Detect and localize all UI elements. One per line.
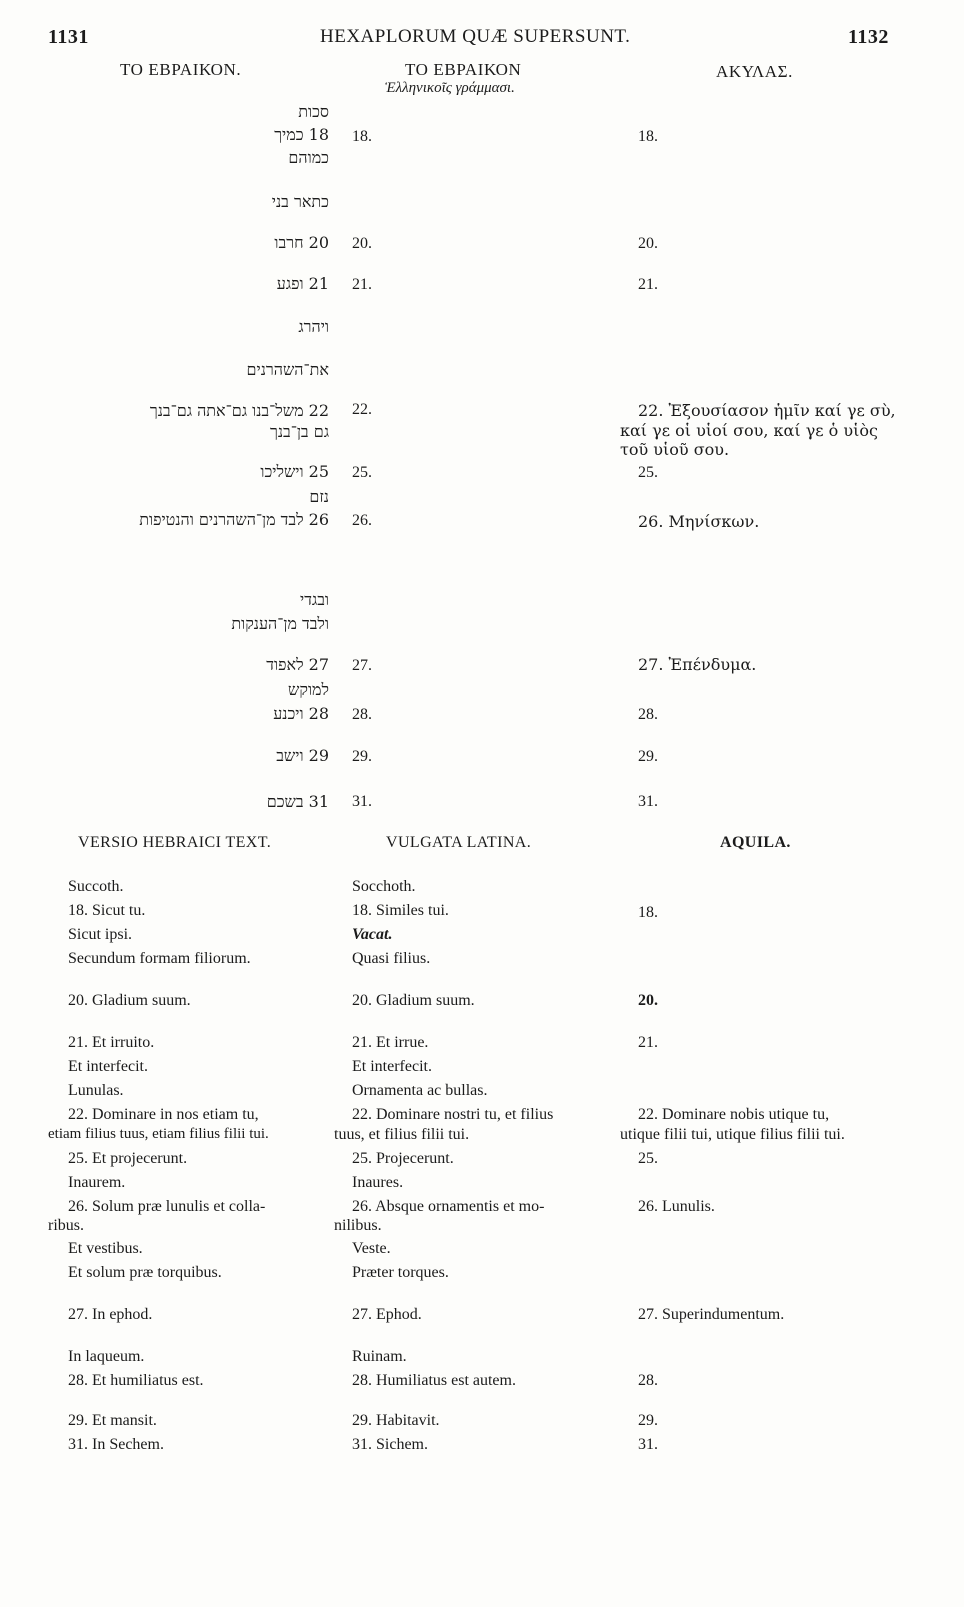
versio-line: 29. Et mansit. — [68, 1412, 157, 1429]
aquila-latin-line: 25. — [638, 1150, 658, 1167]
versio-line: Lunulas. — [68, 1082, 124, 1099]
aquila-verse: 25. — [638, 464, 658, 481]
aquila-verse: 20. — [638, 235, 658, 252]
aquila-latin-line: 21. — [638, 1034, 658, 1051]
hebrew-line: 29 וישב — [276, 746, 329, 765]
vulgata-line: tuus, et filius filii tui. — [334, 1126, 470, 1143]
vulgata-line: 31. Sichem. — [352, 1436, 428, 1453]
versio-line: 18. Sicut tu. — [68, 902, 146, 919]
hebrew-line: נזם — [309, 487, 329, 506]
aquila-verse-text: 22. Ἐξουσίασον ἡμῖν καί γε σὺ, — [638, 401, 896, 420]
vulgata-line: 18. Similes tui. — [352, 902, 449, 919]
aquila-verse-text: 26. Μηνίσκων. — [638, 512, 760, 531]
aquila-verse: 18. — [638, 128, 658, 145]
vulgata-line: Quasi filius. — [352, 950, 431, 967]
hebrew-line: 25 וישליכו — [260, 462, 329, 481]
hebrew-line: 26 לבד מן־השהרנים והנטיפות — [139, 510, 329, 529]
vulgata-line: 29. Habitavit. — [352, 1412, 440, 1429]
versio-line: 26. Solum præ lunulis et colla- — [68, 1198, 266, 1215]
page-number-right: 1132 — [848, 26, 889, 48]
versio-line: Et vestibus. — [68, 1240, 143, 1257]
column-head-aquila-latin: AQUILA. — [720, 834, 791, 851]
vulgata-line: Inaures. — [352, 1174, 404, 1191]
aquila-latin-line: utique filii tui, utique filius filii tui. — [620, 1126, 845, 1143]
versio-line: etiam filius tuus, etiam filius filii tui. — [48, 1126, 269, 1142]
vulgata-line: 27. Ephod. — [352, 1306, 422, 1323]
hebrew-line: כתאר בני — [271, 192, 329, 211]
aquila-latin-line: 18. — [638, 904, 658, 921]
versio-line: ribus. — [48, 1217, 84, 1234]
aquila-latin-line: 26. Lunulis. — [638, 1198, 715, 1215]
versio-line: 21. Et irruito. — [68, 1034, 155, 1051]
column-head-hebrew: ΤΟ ΕΒΡΑΙΚΟΝ. — [120, 60, 242, 79]
vulgata-line: Ruinam. — [352, 1348, 407, 1365]
running-title: HEXAPLORUM QUÆ SUPERSUNT. — [320, 26, 631, 47]
versio-line: 20. Gladium suum. — [68, 992, 191, 1009]
vulgata-line: nilibus. — [334, 1217, 382, 1234]
hebrew-line: 31 בשכם — [266, 792, 329, 811]
versio-line: Et interfecit. — [68, 1058, 148, 1075]
hebrew-line: ובגדי — [300, 590, 329, 609]
verse-number: 18. — [352, 128, 372, 145]
column-head-aquila-greek: ΑΚΥΛΑΣ. — [716, 62, 793, 81]
verse-number: 31. — [352, 793, 372, 810]
hebrew-line: ולבד מן־הענקות — [231, 614, 329, 633]
versio-line: Secundum formam filiorum. — [68, 950, 251, 967]
aquila-latin-line: 28. — [638, 1372, 658, 1389]
aquila-verse-text: τοῦ υἱοῦ σου. — [620, 440, 730, 459]
verse-number: 26. — [352, 512, 372, 529]
versio-line: Et solum præ torquibus. — [68, 1264, 222, 1281]
vulgata-line: Et interfecit. — [352, 1058, 432, 1075]
column-head-versio: VERSIO HEBRAICI TEXT. — [78, 834, 272, 851]
verse-number: 22. — [352, 401, 372, 418]
vulgata-line: 26. Absque ornamentis et mo- — [352, 1198, 545, 1215]
hebrew-line: 20 חרבו — [274, 233, 329, 252]
versio-line: 31. In Sechem. — [68, 1436, 164, 1453]
hebrew-line: 27 לאפוד — [266, 655, 329, 674]
versio-line: 27. In ephod. — [68, 1306, 153, 1323]
aquila-latin-line: 31. — [638, 1436, 658, 1453]
versio-line: Inaurem. — [68, 1174, 126, 1191]
vulgata-line: 22. Dominare nostri tu, et filius — [352, 1106, 554, 1123]
aquila-latin-line: 29. — [638, 1412, 658, 1429]
verse-number: 20. — [352, 235, 372, 252]
hebrew-line: למוקש — [288, 680, 329, 699]
vulgata-line: 25. Projecerunt. — [352, 1150, 454, 1167]
hebrew-line: 21 ופגע — [276, 274, 329, 293]
aquila-latin-line: 27. Superindumentum. — [638, 1306, 785, 1323]
versio-line: Succoth. — [68, 878, 124, 895]
vulgata-line: 28. Humiliatus est autem. — [352, 1372, 516, 1389]
verse-number: 25. — [352, 464, 372, 481]
versio-line: 25. Et projecerunt. — [68, 1150, 188, 1167]
aquila-verse: 29. — [638, 748, 658, 765]
page-number-left: 1131 — [48, 26, 89, 48]
column-head-vulgata: VULGATA LATINA. — [386, 834, 532, 851]
hebrew-line: כמוהם — [288, 148, 329, 167]
hebrew-line: גם בן־בנך — [269, 422, 329, 441]
hebrew-line: את־השהרנים — [246, 360, 329, 379]
hebrew-line: 18 כמיך — [274, 125, 329, 144]
aquila-verse: 21. — [638, 276, 658, 293]
vulgata-line: Ornamenta ac bullas. — [352, 1082, 488, 1099]
vulgata-line: Veste. — [352, 1240, 391, 1257]
versio-line: 28. Et humiliatus est. — [68, 1372, 204, 1389]
versio-line: Sicut ipsi. — [68, 926, 133, 943]
vulgata-line: 20. Gladium suum. — [352, 992, 475, 1009]
hebrew-line: 28 ויכנע — [273, 704, 329, 723]
verse-number: 27. — [352, 657, 372, 674]
vulgata-line: Vacat. — [352, 926, 393, 943]
column-head-greek-letters-sub: Ἑλληνικοῖς γράμμασι. — [385, 80, 515, 96]
aquila-latin-line: 20. — [638, 992, 658, 1009]
aquila-verse: 31. — [638, 793, 658, 810]
vulgata-line: 21. Et irrue. — [352, 1034, 429, 1051]
vulgata-line: Socchoth. — [352, 878, 416, 895]
hebrew-line: ויהרג — [298, 317, 329, 336]
vulgata-line: Præter torques. — [352, 1264, 449, 1281]
aquila-latin-line: 22. Dominare nobis utique tu, — [638, 1106, 830, 1123]
hebrew-line: סכות — [298, 102, 329, 121]
aquila-verse-text: 27. Ἐπένδυμα. — [638, 655, 757, 674]
versio-line: 22. Dominare in nos etiam tu, — [68, 1106, 259, 1123]
aquila-verse: 28. — [638, 706, 658, 723]
aquila-verse-text: καί γε οἱ υἱοί σου, καί γε ὁ υἱὸς — [620, 421, 878, 440]
verse-number: 28. — [352, 706, 372, 723]
hebrew-line: 22 משל־בנו גם־אתה גם־בנך — [149, 401, 329, 420]
column-head-greek-letters: ΤΟ ΕΒΡΑΙΚΟΝ — [405, 60, 522, 79]
verse-number: 29. — [352, 748, 372, 765]
versio-line: In laqueum. — [68, 1348, 145, 1365]
verse-number: 21. — [352, 276, 372, 293]
